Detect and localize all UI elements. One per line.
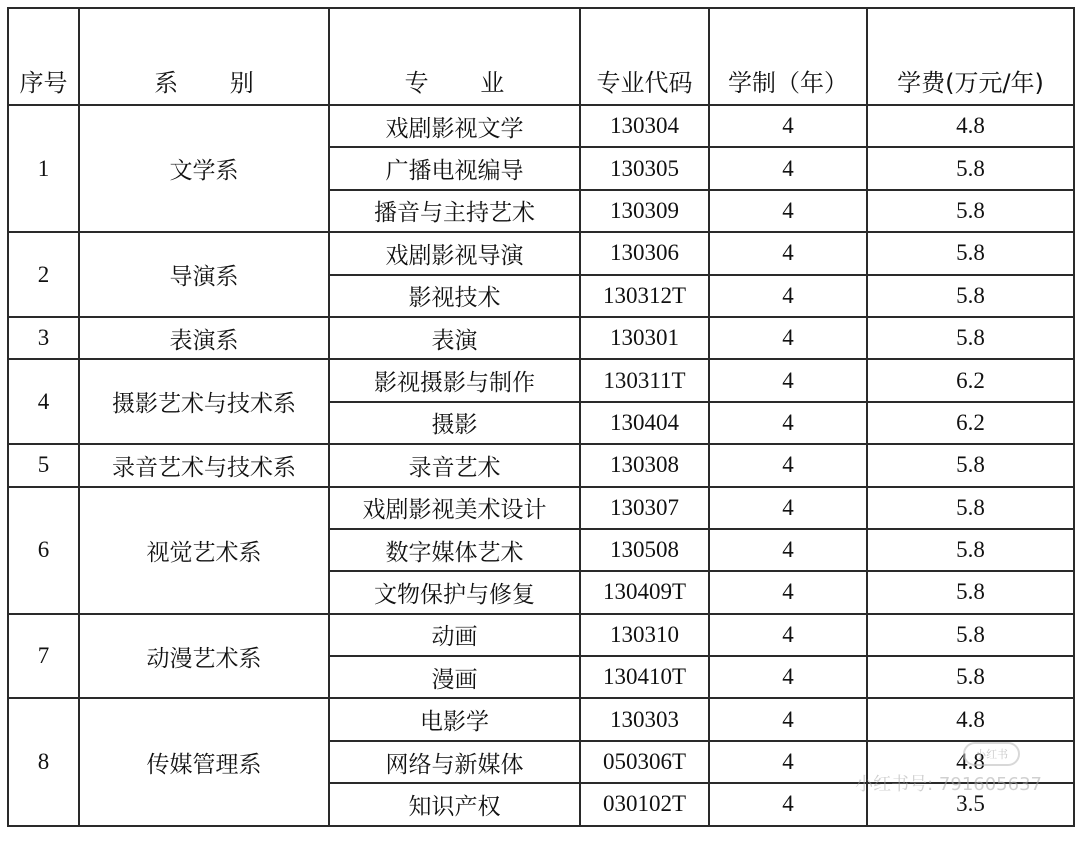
major-code: 030102T <box>580 783 709 825</box>
department-name: 传媒管理系 <box>79 698 329 825</box>
tuition-fee: 5.8 <box>867 529 1074 571</box>
department-name: 表演系 <box>79 317 329 359</box>
major-name: 录音艺术 <box>329 444 580 486</box>
major-code: 130308 <box>580 444 709 486</box>
major-name: 文物保护与修复 <box>329 571 580 613</box>
major-code: 050306T <box>580 741 709 783</box>
major-name: 知识产权 <box>329 783 580 825</box>
table-row <box>8 614 1074 656</box>
table-row <box>8 105 1074 147</box>
tuition-fee: 5.8 <box>867 614 1074 656</box>
duration-years: 4 <box>709 402 867 444</box>
tuition-fee: 5.8 <box>867 190 1074 232</box>
watermark-text: 小红书号: 791605637 <box>855 774 1042 795</box>
table-row <box>8 444 1074 486</box>
row-index: 1 <box>8 105 79 232</box>
duration-years: 4 <box>709 741 867 783</box>
major-name: 电影学 <box>329 698 580 740</box>
tuition-fee: 4.8 <box>867 105 1074 147</box>
header-row <box>8 8 1074 105</box>
tuition-fee: 5.8 <box>867 275 1074 317</box>
major-code: 130306 <box>580 232 709 274</box>
tuition-fee: 5.8 <box>867 656 1074 698</box>
major-code: 130307 <box>580 487 709 529</box>
tuition-fee: 6.2 <box>867 359 1074 401</box>
header-major: 专 业 <box>329 8 580 105</box>
duration-years: 4 <box>709 444 867 486</box>
table-row <box>8 232 1074 274</box>
table-body <box>8 105 1074 826</box>
department-name: 视觉艺术系 <box>79 487 329 614</box>
duration-years: 4 <box>709 190 867 232</box>
table-row <box>8 698 1074 740</box>
department-name: 录音艺术与技术系 <box>79 444 329 486</box>
major-code: 130310 <box>580 614 709 656</box>
major-code: 130303 <box>580 698 709 740</box>
row-index: 6 <box>8 487 79 614</box>
row-index: 8 <box>8 698 79 825</box>
tuition-fee: 4.8 <box>867 741 1074 783</box>
tuition-fee: 5.8 <box>867 317 1074 359</box>
major-code: 130312T <box>580 275 709 317</box>
department-name: 摄影艺术与技术系 <box>79 359 329 444</box>
row-index: 7 <box>8 614 79 699</box>
header-major-code: 专业代码 <box>580 8 709 105</box>
duration-years: 4 <box>709 317 867 359</box>
table-row <box>8 317 1074 359</box>
tuition-fee: 5.8 <box>867 232 1074 274</box>
row-index: 3 <box>8 317 79 359</box>
major-code: 130409T <box>580 571 709 613</box>
header-index: 序号 <box>8 8 79 105</box>
major-name: 影视摄影与制作 <box>329 359 580 401</box>
duration-years: 4 <box>709 698 867 740</box>
duration-years: 4 <box>709 105 867 147</box>
tuition-fee: 5.8 <box>867 487 1074 529</box>
major-name: 表演 <box>329 317 580 359</box>
duration-years: 4 <box>709 783 867 825</box>
row-index: 2 <box>8 232 79 317</box>
tuition-fee: 5.8 <box>867 571 1074 613</box>
duration-years: 4 <box>709 147 867 189</box>
duration-years: 4 <box>709 487 867 529</box>
major-code: 130410T <box>580 656 709 698</box>
tuition-fee: 3.5 <box>867 783 1074 825</box>
tuition-fee: 6.2 <box>867 402 1074 444</box>
major-name: 影视技术 <box>329 275 580 317</box>
watermark-logo: 小红书 <box>963 742 1020 766</box>
row-index: 5 <box>8 444 79 486</box>
major-code: 130304 <box>580 105 709 147</box>
major-code: 130404 <box>580 402 709 444</box>
duration-years: 4 <box>709 614 867 656</box>
major-code: 130508 <box>580 529 709 571</box>
header-tuition: 学费(万元/年) <box>867 8 1074 105</box>
major-name: 动画 <box>329 614 580 656</box>
major-code: 130301 <box>580 317 709 359</box>
header-department: 系 别 <box>79 8 329 105</box>
duration-years: 4 <box>709 571 867 613</box>
duration-years: 4 <box>709 359 867 401</box>
header-duration: 学制（年） <box>709 8 867 105</box>
major-code: 130305 <box>580 147 709 189</box>
major-name: 戏剧影视文学 <box>329 105 580 147</box>
duration-years: 4 <box>709 529 867 571</box>
major-name: 摄影 <box>329 402 580 444</box>
tuition-fee: 5.8 <box>867 147 1074 189</box>
department-name: 动漫艺术系 <box>79 614 329 699</box>
table-row <box>8 487 1074 529</box>
tuition-table <box>7 7 1075 827</box>
major-name: 播音与主持艺术 <box>329 190 580 232</box>
duration-years: 4 <box>709 656 867 698</box>
major-code: 130311T <box>580 359 709 401</box>
tuition-fee: 5.8 <box>867 444 1074 486</box>
department-name: 文学系 <box>79 105 329 232</box>
major-name: 网络与新媒体 <box>329 741 580 783</box>
tuition-fee: 4.8 <box>867 698 1074 740</box>
table-row <box>8 359 1074 401</box>
major-name: 戏剧影视导演 <box>329 232 580 274</box>
major-name: 戏剧影视美术设计 <box>329 487 580 529</box>
major-name: 数字媒体艺术 <box>329 529 580 571</box>
department-name: 导演系 <box>79 232 329 317</box>
major-name: 广播电视编导 <box>329 147 580 189</box>
major-name: 漫画 <box>329 656 580 698</box>
major-code: 130309 <box>580 190 709 232</box>
row-index: 4 <box>8 359 79 444</box>
duration-years: 4 <box>709 232 867 274</box>
duration-years: 4 <box>709 275 867 317</box>
